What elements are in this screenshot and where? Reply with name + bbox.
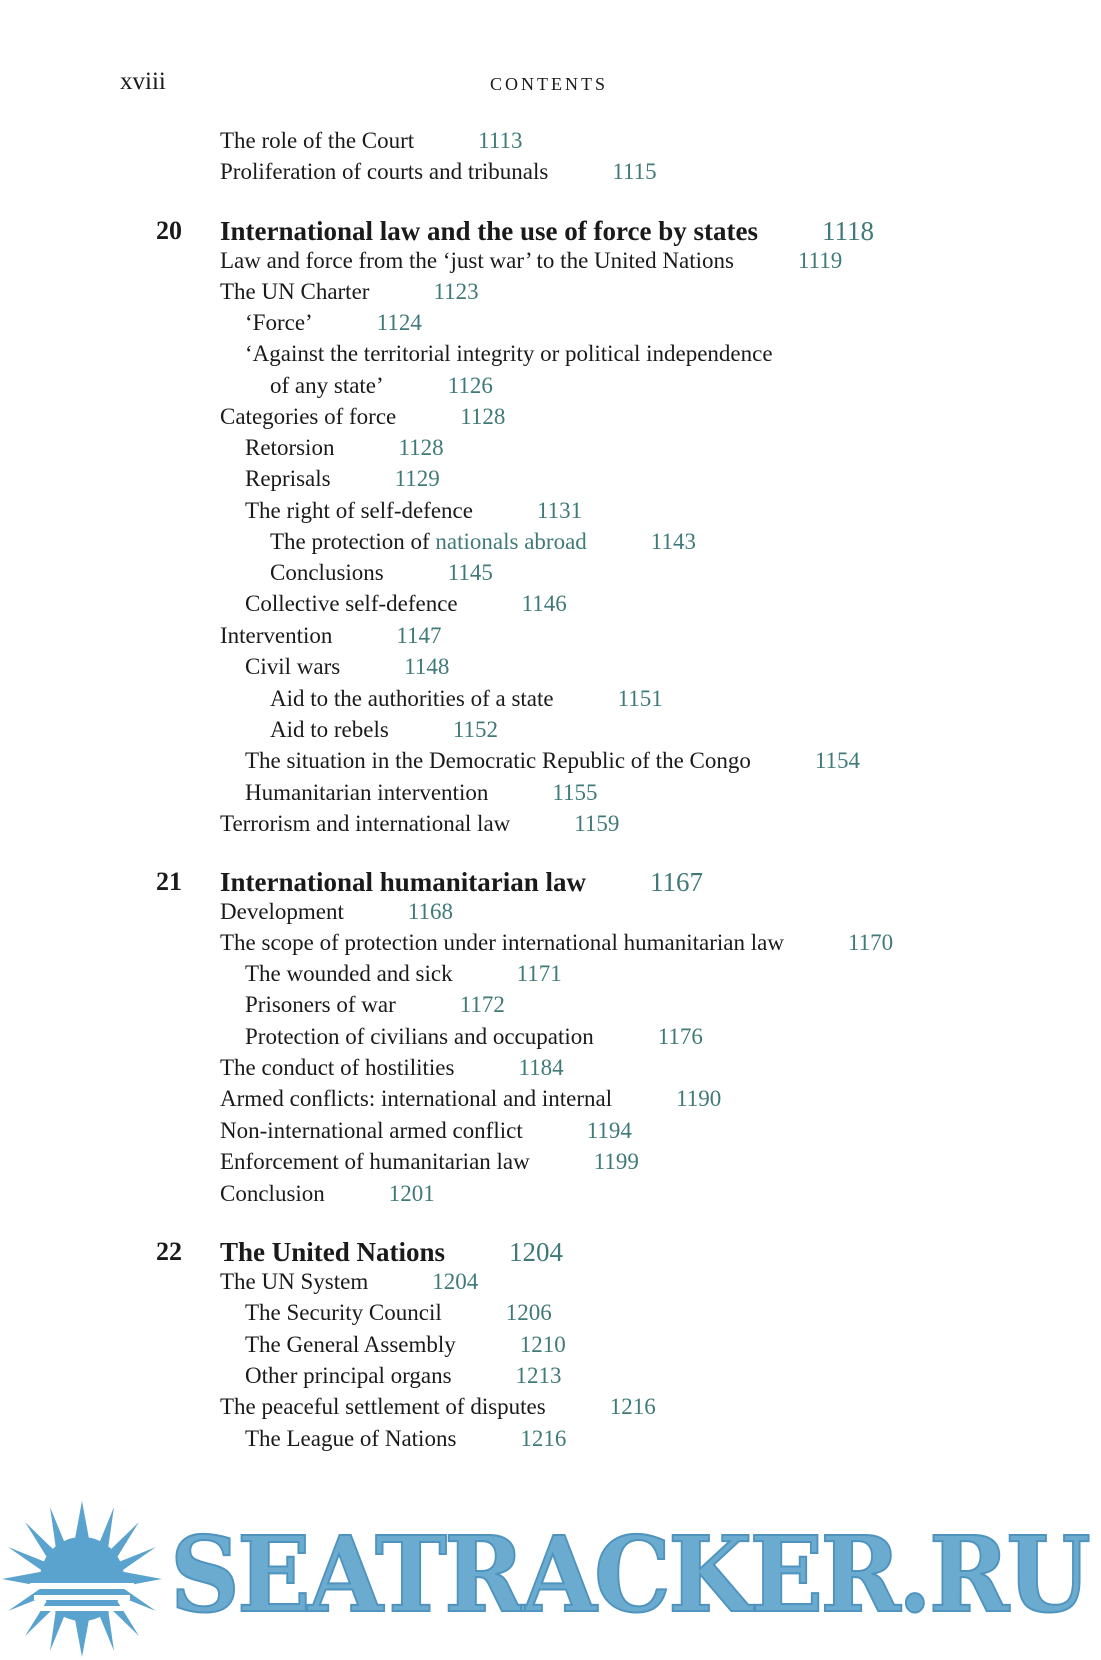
watermark: [0, 1495, 1101, 1660]
toc-entry[interactable]: [220, 928, 893, 958]
toc-entry[interactable]: [220, 1116, 632, 1146]
toc-entry-title: Conclusion: [220, 1181, 325, 1206]
chapter-page: 1118: [821, 216, 874, 246]
toc-entry-title: The wounded and sick: [245, 961, 453, 986]
toc-entry-page: 1216: [520, 1426, 567, 1451]
toc-entry-title: Civil wars: [245, 654, 341, 679]
toc-entry-title: Proliferation of courts and tribunals: [220, 159, 549, 184]
toc-entry-page: 1176: [657, 1024, 703, 1049]
toc-entry-page: 1128: [460, 404, 506, 429]
toc-entry-title: Conclusions: [270, 560, 384, 585]
toc-entry-title: The peaceful settlement of disputes: [220, 1394, 546, 1419]
toc-entry[interactable]: [270, 527, 696, 557]
watermark-text: SEATRACKER.RU: [170, 1513, 1088, 1636]
toc-entry-page: 1152: [452, 717, 498, 742]
toc-entry-page: 1148: [404, 654, 450, 679]
toc-entry-title: ‘Against the territorial integrity or political independence: [245, 341, 773, 366]
toc-entry[interactable]: [220, 1267, 478, 1297]
toc-entry-title: The role of the Court: [220, 128, 415, 153]
toc-entry-page: 1151: [617, 686, 663, 711]
sun-logo-icon: [0, 1499, 165, 1659]
toc-entry[interactable]: [245, 652, 449, 682]
toc-entry-title: Law and force from the ‘just war’ to the United Nations: [220, 248, 734, 273]
toc-entry[interactable]: [220, 126, 522, 156]
toc-entry[interactable]: [245, 339, 773, 369]
toc-entry-page: 1146: [521, 591, 567, 616]
chapter-page: 1167: [650, 867, 704, 897]
toc-entry[interactable]: [220, 157, 657, 187]
toc-entry-title: The situation in the Democratic Republic of the Congo: [245, 748, 751, 773]
toc-entry-page: 1210: [519, 1332, 566, 1357]
toc-entry-page: 1155: [552, 780, 598, 805]
chapter-number: 22: [156, 1237, 182, 1266]
toc-entry[interactable]: [245, 589, 567, 619]
toc-entry-page: 1147: [396, 623, 442, 648]
toc-entry-page: 1194: [586, 1118, 632, 1143]
toc-entry[interactable]: [245, 1330, 566, 1360]
toc-entry-page: 1145: [447, 560, 493, 585]
toc-entry-title: The UN Charter: [220, 279, 370, 304]
toc-entry[interactable]: [270, 684, 663, 714]
running-head: CONTENTS: [490, 74, 608, 94]
toc-entry-page: 1171: [516, 961, 562, 986]
toc-entry-title: The protection of: [270, 529, 430, 554]
toc-entry[interactable]: [220, 1147, 639, 1177]
chapter-title: The United Nations: [220, 1237, 446, 1267]
toc-entry[interactable]: [245, 308, 422, 338]
toc-entry[interactable]: [220, 1053, 564, 1083]
toc-entry-page: 1126: [447, 373, 493, 398]
toc-entry-page: 1115: [612, 159, 657, 184]
toc-entry[interactable]: [220, 809, 619, 839]
toc-entry-page: 1124: [376, 310, 422, 335]
chapter-title: International law and the use of force by states: [220, 216, 758, 246]
toc-entry-page: 1143: [650, 529, 696, 554]
toc-entry-title: The scope of protection under international humanitarian law: [220, 930, 784, 955]
toc-entry-page: 1201: [388, 1181, 435, 1206]
toc-entry-page: 1113: [478, 128, 523, 153]
toc-entry[interactable]: [220, 1392, 656, 1422]
toc-entry-page: 1206: [505, 1300, 552, 1325]
toc-entry-page: 1128: [398, 435, 444, 460]
toc-entry-page: 1204: [432, 1269, 479, 1294]
toc-entry[interactable]: [220, 621, 442, 651]
toc-entry[interactable]: [245, 990, 505, 1020]
toc-entry-title: Enforcement of humanitarian law: [220, 1149, 530, 1174]
toc-entry-title: Collective self-defence: [245, 591, 458, 616]
toc-entry[interactable]: [220, 897, 453, 927]
toc-entry-title: Protection of civilians and occupation: [245, 1024, 594, 1049]
toc-entry-title: ‘Force’: [245, 310, 313, 335]
toc-entry[interactable]: [245, 959, 562, 989]
toc-entry-page: 1119: [797, 248, 843, 273]
toc-entry-title: The League of Nations: [245, 1426, 457, 1451]
toc-entry-page: 1172: [459, 992, 505, 1017]
chapter-heading[interactable]: [220, 214, 874, 248]
toc-entry-title: Aid to rebels: [270, 717, 389, 742]
chapter-heading[interactable]: [220, 865, 703, 899]
toc-entry[interactable]: [245, 433, 444, 463]
toc-entry-page: 1129: [394, 466, 440, 491]
toc-entry-page: 1159: [574, 811, 620, 836]
toc-entry[interactable]: [220, 246, 842, 276]
toc-entry[interactable]: [245, 464, 440, 494]
toc-entry-page: 1123: [433, 279, 479, 304]
toc-entry[interactable]: [220, 402, 505, 432]
chapter-number: 20: [156, 216, 182, 245]
toc-entry[interactable]: [245, 1022, 703, 1052]
toc-entry-title: Development: [220, 899, 344, 924]
toc-entry-title: Retorsion: [245, 435, 335, 460]
toc-entry-title: of any state’: [270, 373, 384, 398]
toc-entry-page: 1199: [593, 1149, 639, 1174]
chapter-heading[interactable]: [220, 1235, 563, 1269]
toc-entry-title: Humanitarian intervention: [245, 780, 489, 805]
toc-entry[interactable]: [245, 1361, 562, 1391]
toc-entry-title: Intervention: [220, 623, 333, 648]
toc-entry[interactable]: [245, 1298, 552, 1328]
toc-entry-title: Other principal organs: [245, 1363, 452, 1388]
toc-entry-title: The conduct of hostilities: [220, 1055, 455, 1080]
chapter-page: 1204: [509, 1237, 564, 1267]
toc-entry-title: Aid to the authorities of a state: [270, 686, 554, 711]
toc-entry-page: 1154: [814, 748, 861, 773]
toc-entry-page: 1168: [407, 899, 454, 924]
toc-entry[interactable]: [270, 558, 493, 588]
toc-entry-page: 1216: [609, 1394, 656, 1419]
toc-entry-page: 1170: [847, 930, 894, 955]
toc-entry[interactable]: [245, 496, 582, 526]
toc-entry[interactable]: [270, 371, 493, 401]
toc-entry-title: The UN System: [220, 1269, 369, 1294]
toc-entry-page: 1213: [515, 1363, 562, 1388]
toc-entry[interactable]: [220, 277, 479, 307]
chapter-title: International humanitarian law: [220, 867, 587, 897]
toc-entry[interactable]: [220, 1084, 721, 1114]
toc-entry[interactable]: [220, 1179, 435, 1209]
toc-entry-title: Prisoners of war: [245, 992, 396, 1017]
toc-entry-link[interactable]: nationals abroad: [435, 529, 587, 554]
toc-entry-page: 1184: [518, 1055, 564, 1080]
toc-entry-title: Reprisals: [245, 466, 331, 491]
toc-entry-title: The Security Council: [245, 1300, 442, 1325]
toc-entry-title: Categories of force: [220, 404, 397, 429]
toc-entry-title: The General Assembly: [245, 1332, 456, 1357]
toc-entry[interactable]: [270, 715, 498, 745]
toc-entry-title: Non-international armed conflict: [220, 1118, 523, 1143]
chapter-number: 21: [156, 867, 182, 896]
toc-entry[interactable]: [245, 746, 860, 776]
page-folio: xviii: [120, 68, 166, 95]
toc-entry-title: Armed conflicts: international and internal: [220, 1086, 613, 1111]
toc-entry[interactable]: [245, 1424, 566, 1454]
toc-entry-title: Terrorism and international law: [220, 811, 511, 836]
toc-entry-page: 1131: [536, 498, 583, 523]
toc-entry[interactable]: [245, 778, 598, 808]
toc-entry-title: The right of self-defence: [245, 498, 473, 523]
toc-entry-page: 1190: [676, 1086, 722, 1111]
